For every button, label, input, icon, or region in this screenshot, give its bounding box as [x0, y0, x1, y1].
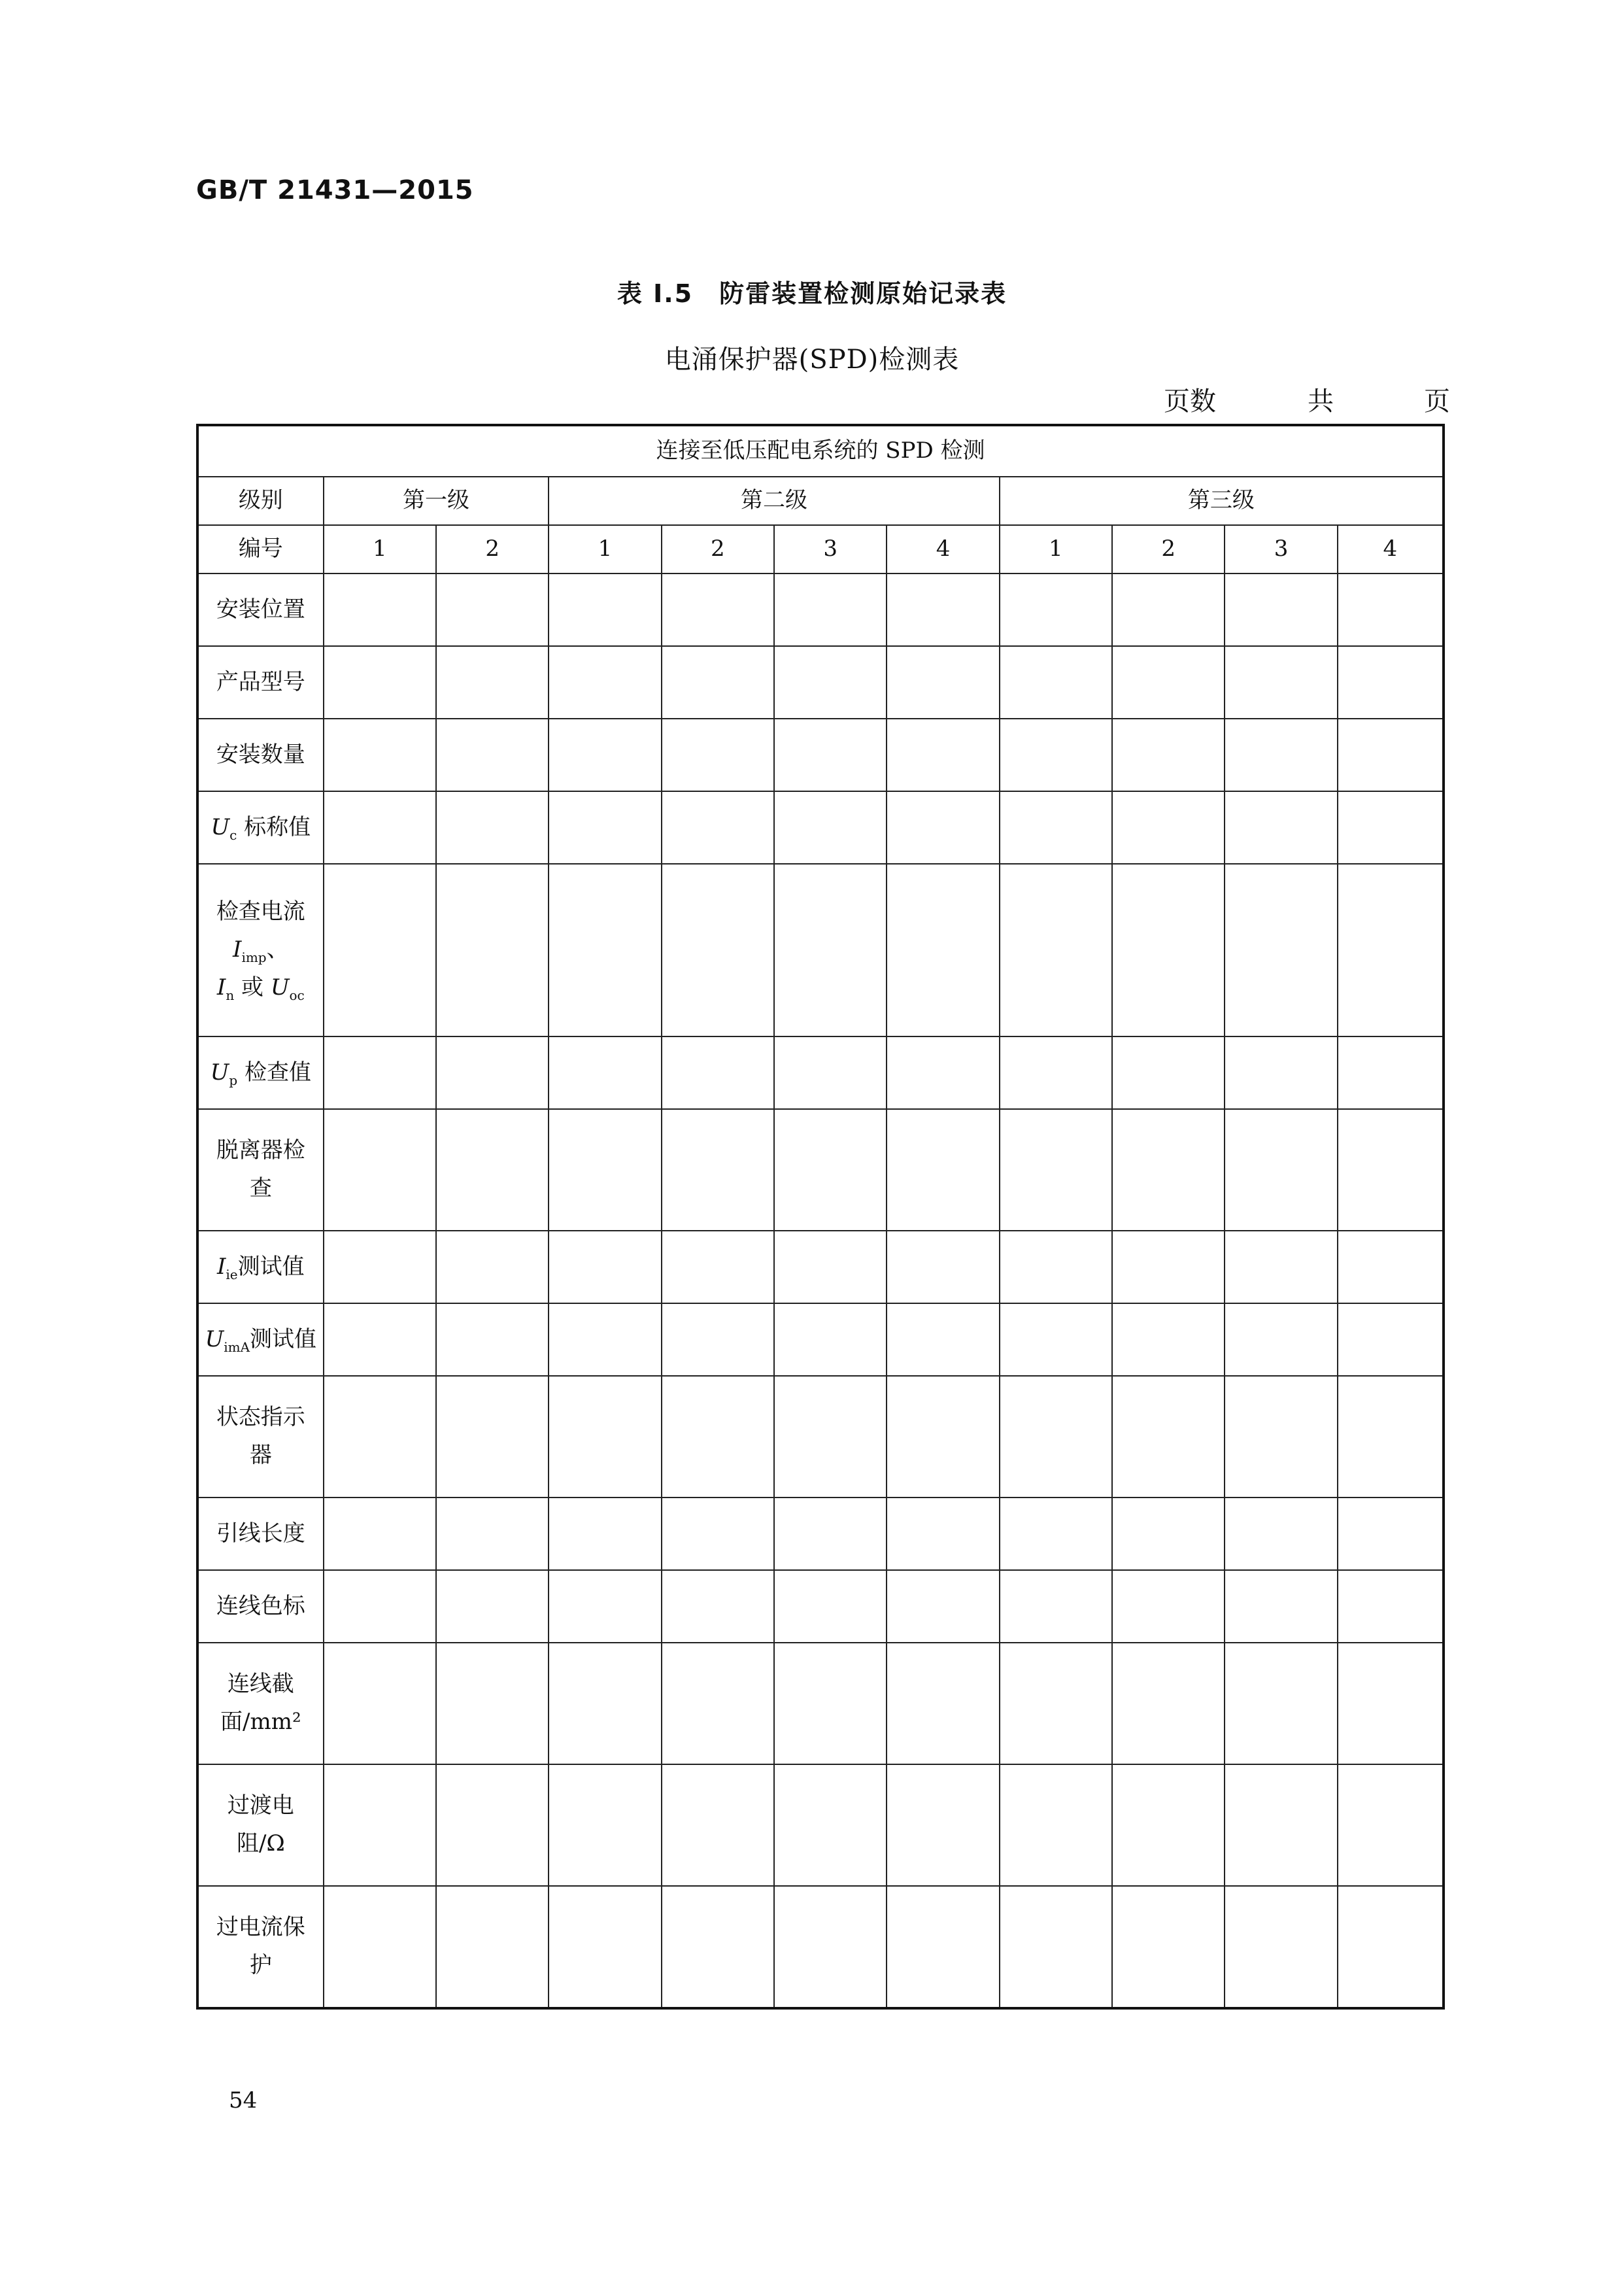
- data-entry-cell: [1225, 1303, 1337, 1376]
- data-entry-cell: [774, 1764, 887, 1886]
- data-entry-cell: [324, 791, 436, 864]
- uc-text: 标称值: [237, 813, 311, 840]
- up-text: 检查值: [237, 1059, 311, 1086]
- table-row: [197, 1764, 1444, 1886]
- data-entry-cell: [1000, 1764, 1112, 1886]
- data-entry-cell: [662, 1764, 774, 1886]
- row-label: [197, 791, 324, 864]
- data-entry-cell: [1000, 1886, 1112, 2008]
- data-entry-cell: [549, 1764, 661, 1886]
- data-entry-cell: [1338, 1498, 1444, 1570]
- data-entry-cell: [662, 574, 774, 646]
- data-entry-cell: [324, 646, 436, 719]
- data-entry-cell: [1000, 574, 1112, 646]
- table-row: [197, 1036, 1444, 1109]
- data-entry-cell: [887, 1643, 999, 1764]
- data-entry-cell: [1112, 574, 1225, 646]
- data-entry-cell: [662, 1376, 774, 1498]
- data-entry-cell: [436, 1109, 549, 1231]
- number-label-cell: 编号: [197, 525, 324, 574]
- data-entry-cell: [1338, 1570, 1444, 1643]
- row-label: 引线长度: [197, 1498, 324, 1570]
- data-entry-cell: [1000, 1109, 1112, 1231]
- data-entry-cell: [324, 1764, 436, 1886]
- level-header: 第三级: [1000, 477, 1444, 525]
- data-entry-cell: [549, 1498, 661, 1570]
- data-entry-cell: [1338, 791, 1444, 864]
- row-label: 过渡电 阻/Ω: [197, 1764, 324, 1886]
- row-label: 脱离器检 查: [197, 1109, 324, 1231]
- data-entry-cell: [1225, 646, 1337, 719]
- data-entry-cell: [1000, 1498, 1112, 1570]
- data-entry-cell: [1225, 1886, 1337, 2008]
- data-entry-cell: [324, 1231, 436, 1303]
- data-entry-cell: [549, 864, 661, 1036]
- data-entry-cell: [1338, 574, 1444, 646]
- up-symbol: U: [210, 1059, 229, 1086]
- data-entry-cell: [1112, 1376, 1225, 1498]
- data-entry-cell: [436, 1036, 549, 1109]
- row-label: 安装数量: [197, 719, 324, 791]
- data-entry-cell: [436, 719, 549, 791]
- number-cell: 3: [774, 525, 887, 574]
- data-entry-cell: [549, 1303, 661, 1376]
- row-label: 连线截 面/mm²: [197, 1643, 324, 1764]
- data-entry-cell: [324, 574, 436, 646]
- data-entry-cell: [1000, 646, 1112, 719]
- data-entry-cell: [549, 1376, 661, 1498]
- data-entry-cell: [774, 1643, 887, 1764]
- data-entry-cell: [774, 574, 887, 646]
- data-entry-cell: [1225, 574, 1337, 646]
- number-cell: 1: [324, 525, 436, 574]
- table-subtitle: 电涌保护器(SPD)检测表: [664, 345, 960, 375]
- check-current-line3: $I_n$ 或 $U_{oc}$: [216, 974, 305, 1003]
- level-label-cell: 级别: [197, 477, 324, 525]
- data-entry-cell: [887, 1376, 999, 1498]
- data-entry-cell: [774, 1036, 887, 1109]
- data-entry-cell: [662, 1109, 774, 1231]
- number-cell: 4: [1338, 525, 1444, 574]
- data-entry-cell: [662, 1643, 774, 1764]
- data-entry-cell: [774, 1231, 887, 1303]
- data-entry-cell: [324, 1643, 436, 1764]
- data-entry-cell: [1338, 1376, 1444, 1498]
- row-label: 连线色标: [197, 1570, 324, 1643]
- data-entry-cell: [1000, 719, 1112, 791]
- data-entry-cell: [324, 1570, 436, 1643]
- data-entry-cell: [436, 1570, 549, 1643]
- data-entry-cell: [1112, 1886, 1225, 2008]
- page-number: 54: [229, 2087, 258, 2114]
- number-cell: 1: [1000, 525, 1112, 574]
- data-entry-cell: [1112, 864, 1225, 1036]
- data-entry-cell: [436, 1376, 549, 1498]
- data-entry-cell: [1338, 1109, 1444, 1231]
- table-row: [197, 1376, 1444, 1498]
- table-row: [197, 1303, 1444, 1376]
- data-entry-cell: [1338, 864, 1444, 1036]
- data-entry-cell: [662, 719, 774, 791]
- data-entry-cell: [436, 1643, 549, 1764]
- data-entry-cell: [1112, 791, 1225, 864]
- table-row: [197, 1109, 1444, 1231]
- data-entry-cell: [1000, 1231, 1112, 1303]
- table-row: [197, 864, 1444, 1036]
- data-entry-cell: [774, 1498, 887, 1570]
- data-entry-cell: [1225, 1036, 1337, 1109]
- data-entry-cell: [1338, 719, 1444, 791]
- data-entry-cell: [1338, 1231, 1444, 1303]
- data-entry-cell: [1000, 1303, 1112, 1376]
- data-entry-cell: [324, 1109, 436, 1231]
- data-entry-cell: [436, 574, 549, 646]
- data-entry-cell: [436, 1886, 549, 2008]
- data-entry-cell: [1225, 1231, 1337, 1303]
- data-entry-cell: [887, 791, 999, 864]
- data-entry-cell: [887, 1498, 999, 1570]
- data-entry-cell: [887, 1570, 999, 1643]
- data-entry-cell: [1112, 1303, 1225, 1376]
- data-entry-cell: [1112, 1643, 1225, 1764]
- uc-sub: c: [229, 827, 237, 843]
- data-entry-cell: [1112, 719, 1225, 791]
- data-entry-cell: [662, 1886, 774, 2008]
- table-row: [197, 791, 1444, 864]
- row-label: 安装位置: [197, 574, 324, 646]
- spd-record-table: [196, 424, 1445, 2010]
- data-entry-cell: [436, 1231, 549, 1303]
- row-label: $I_{ie}$测试值: [197, 1231, 324, 1303]
- data-entry-cell: [1112, 1036, 1225, 1109]
- number-cell: 1: [549, 525, 661, 574]
- number-cell: 3: [1225, 525, 1337, 574]
- data-entry-cell: [887, 1764, 999, 1886]
- data-entry-cell: [887, 864, 999, 1036]
- data-entry-cell: [774, 1886, 887, 2008]
- data-entry-cell: [1000, 1376, 1112, 1498]
- number-cell: 2: [1112, 525, 1225, 574]
- data-entry-cell: [324, 1303, 436, 1376]
- data-entry-cell: [1225, 1764, 1337, 1886]
- data-entry-cell: [662, 864, 774, 1036]
- data-entry-cell: [1112, 1570, 1225, 1643]
- data-entry-cell: [549, 1109, 661, 1231]
- data-entry-cell: [662, 791, 774, 864]
- table-row: [197, 1570, 1444, 1643]
- data-entry-cell: [324, 719, 436, 791]
- data-entry-cell: [549, 791, 661, 864]
- table-row: [197, 646, 1444, 719]
- data-entry-cell: [887, 719, 999, 791]
- data-entry-cell: [887, 1886, 999, 2008]
- page-label: 页: [1424, 386, 1450, 417]
- data-entry-cell: [436, 864, 549, 1036]
- data-entry-cell: [549, 1643, 661, 1764]
- row-label: [197, 1036, 324, 1109]
- number-cell: 4: [887, 525, 999, 574]
- data-entry-cell: [1225, 1498, 1337, 1570]
- data-entry-cell: [1225, 1570, 1337, 1643]
- data-entry-cell: [662, 1303, 774, 1376]
- data-entry-cell: [324, 1498, 436, 1570]
- data-entry-cell: [549, 1231, 661, 1303]
- data-entry-cell: [774, 1109, 887, 1231]
- table-title: 表 I.5 防雷装置检测原始记录表: [617, 279, 1007, 308]
- number-cell: 2: [662, 525, 774, 574]
- data-entry-cell: [887, 646, 999, 719]
- data-entry-cell: [436, 646, 549, 719]
- total-label: 共: [1308, 386, 1334, 417]
- data-entry-cell: [1000, 1036, 1112, 1109]
- data-entry-cell: [549, 1570, 661, 1643]
- data-entry-cell: [1112, 1498, 1225, 1570]
- row-label: $U_{imA}$测试值: [197, 1303, 324, 1376]
- table-row: [197, 1231, 1444, 1303]
- data-entry-cell: [774, 1376, 887, 1498]
- row-label: 状态指示 器: [197, 1376, 324, 1498]
- data-entry-cell: [324, 1036, 436, 1109]
- table-row: [197, 1498, 1444, 1570]
- data-entry-cell: [662, 646, 774, 719]
- data-entry-cell: [1338, 1643, 1444, 1764]
- data-entry-cell: [1225, 719, 1337, 791]
- table-row: [197, 1886, 1444, 2008]
- data-entry-cell: [662, 1498, 774, 1570]
- data-entry-cell: [436, 1303, 549, 1376]
- level-header: 第二级: [549, 477, 999, 525]
- data-entry-cell: [1112, 1109, 1225, 1231]
- data-entry-cell: [324, 864, 436, 1036]
- data-entry-cell: [662, 1570, 774, 1643]
- data-entry-cell: [1112, 1231, 1225, 1303]
- data-entry-cell: [1338, 1764, 1444, 1886]
- page-info: [1164, 381, 1451, 415]
- table-row: [197, 719, 1444, 791]
- table-row: [197, 574, 1444, 646]
- data-entry-cell: [1225, 864, 1337, 1036]
- level-header: 第一级: [324, 477, 549, 525]
- data-entry-cell: [1000, 1643, 1112, 1764]
- row-label: [197, 864, 324, 1036]
- data-entry-cell: [1338, 1886, 1444, 2008]
- data-entry-cell: [887, 1231, 999, 1303]
- data-entry-cell: [436, 1498, 549, 1570]
- data-entry-cell: [662, 1036, 774, 1109]
- data-entry-cell: [1338, 1303, 1444, 1376]
- data-entry-cell: [887, 574, 999, 646]
- data-entry-cell: [324, 1886, 436, 2008]
- data-entry-cell: [1000, 791, 1112, 864]
- data-entry-cell: [436, 791, 549, 864]
- check-current-line2: $I_{imp}$、: [233, 936, 289, 965]
- data-entry-cell: [774, 864, 887, 1036]
- data-entry-cell: [887, 1303, 999, 1376]
- data-entry-cell: [1112, 646, 1225, 719]
- row-label: 过电流保 护: [197, 1886, 324, 2008]
- data-entry-cell: [1000, 864, 1112, 1036]
- data-entry-cell: [774, 1303, 887, 1376]
- up-sub: p: [229, 1072, 238, 1088]
- data-entry-cell: [436, 1764, 549, 1886]
- data-entry-cell: [1225, 1376, 1337, 1498]
- data-entry-cell: [549, 719, 661, 791]
- data-entry-cell: [887, 1036, 999, 1109]
- data-entry-cell: [774, 1570, 887, 1643]
- uc-symbol: U: [211, 813, 230, 840]
- data-entry-cell: [774, 646, 887, 719]
- data-entry-cell: [887, 1109, 999, 1231]
- data-entry-cell: [662, 1231, 774, 1303]
- data-entry-cell: [1112, 1764, 1225, 1886]
- data-entry-cell: [774, 719, 887, 791]
- data-entry-cell: [549, 574, 661, 646]
- data-entry-cell: [1338, 646, 1444, 719]
- data-entry-cell: [1338, 1036, 1444, 1109]
- data-entry-cell: [324, 1376, 436, 1498]
- data-entry-cell: [549, 1886, 661, 2008]
- table-row: [197, 1643, 1444, 1764]
- data-entry-cell: [549, 1036, 661, 1109]
- data-entry-cell: [1000, 1570, 1112, 1643]
- pages-label: 页数: [1164, 386, 1216, 417]
- data-entry-cell: [549, 646, 661, 719]
- row-label: 产品型号: [197, 646, 324, 719]
- check-current-line1: 检查电流: [216, 899, 305, 925]
- number-cell: 2: [436, 525, 549, 574]
- main-header-cell: 连接至低压配电系统的 SPD 检测: [197, 425, 1444, 477]
- data-entry-cell: [1225, 1109, 1337, 1231]
- data-entry-cell: [1225, 1643, 1337, 1764]
- data-entry-cell: [1225, 791, 1337, 864]
- data-entry-cell: [774, 791, 887, 864]
- standard-code: GB/T 21431—2015: [196, 175, 474, 205]
